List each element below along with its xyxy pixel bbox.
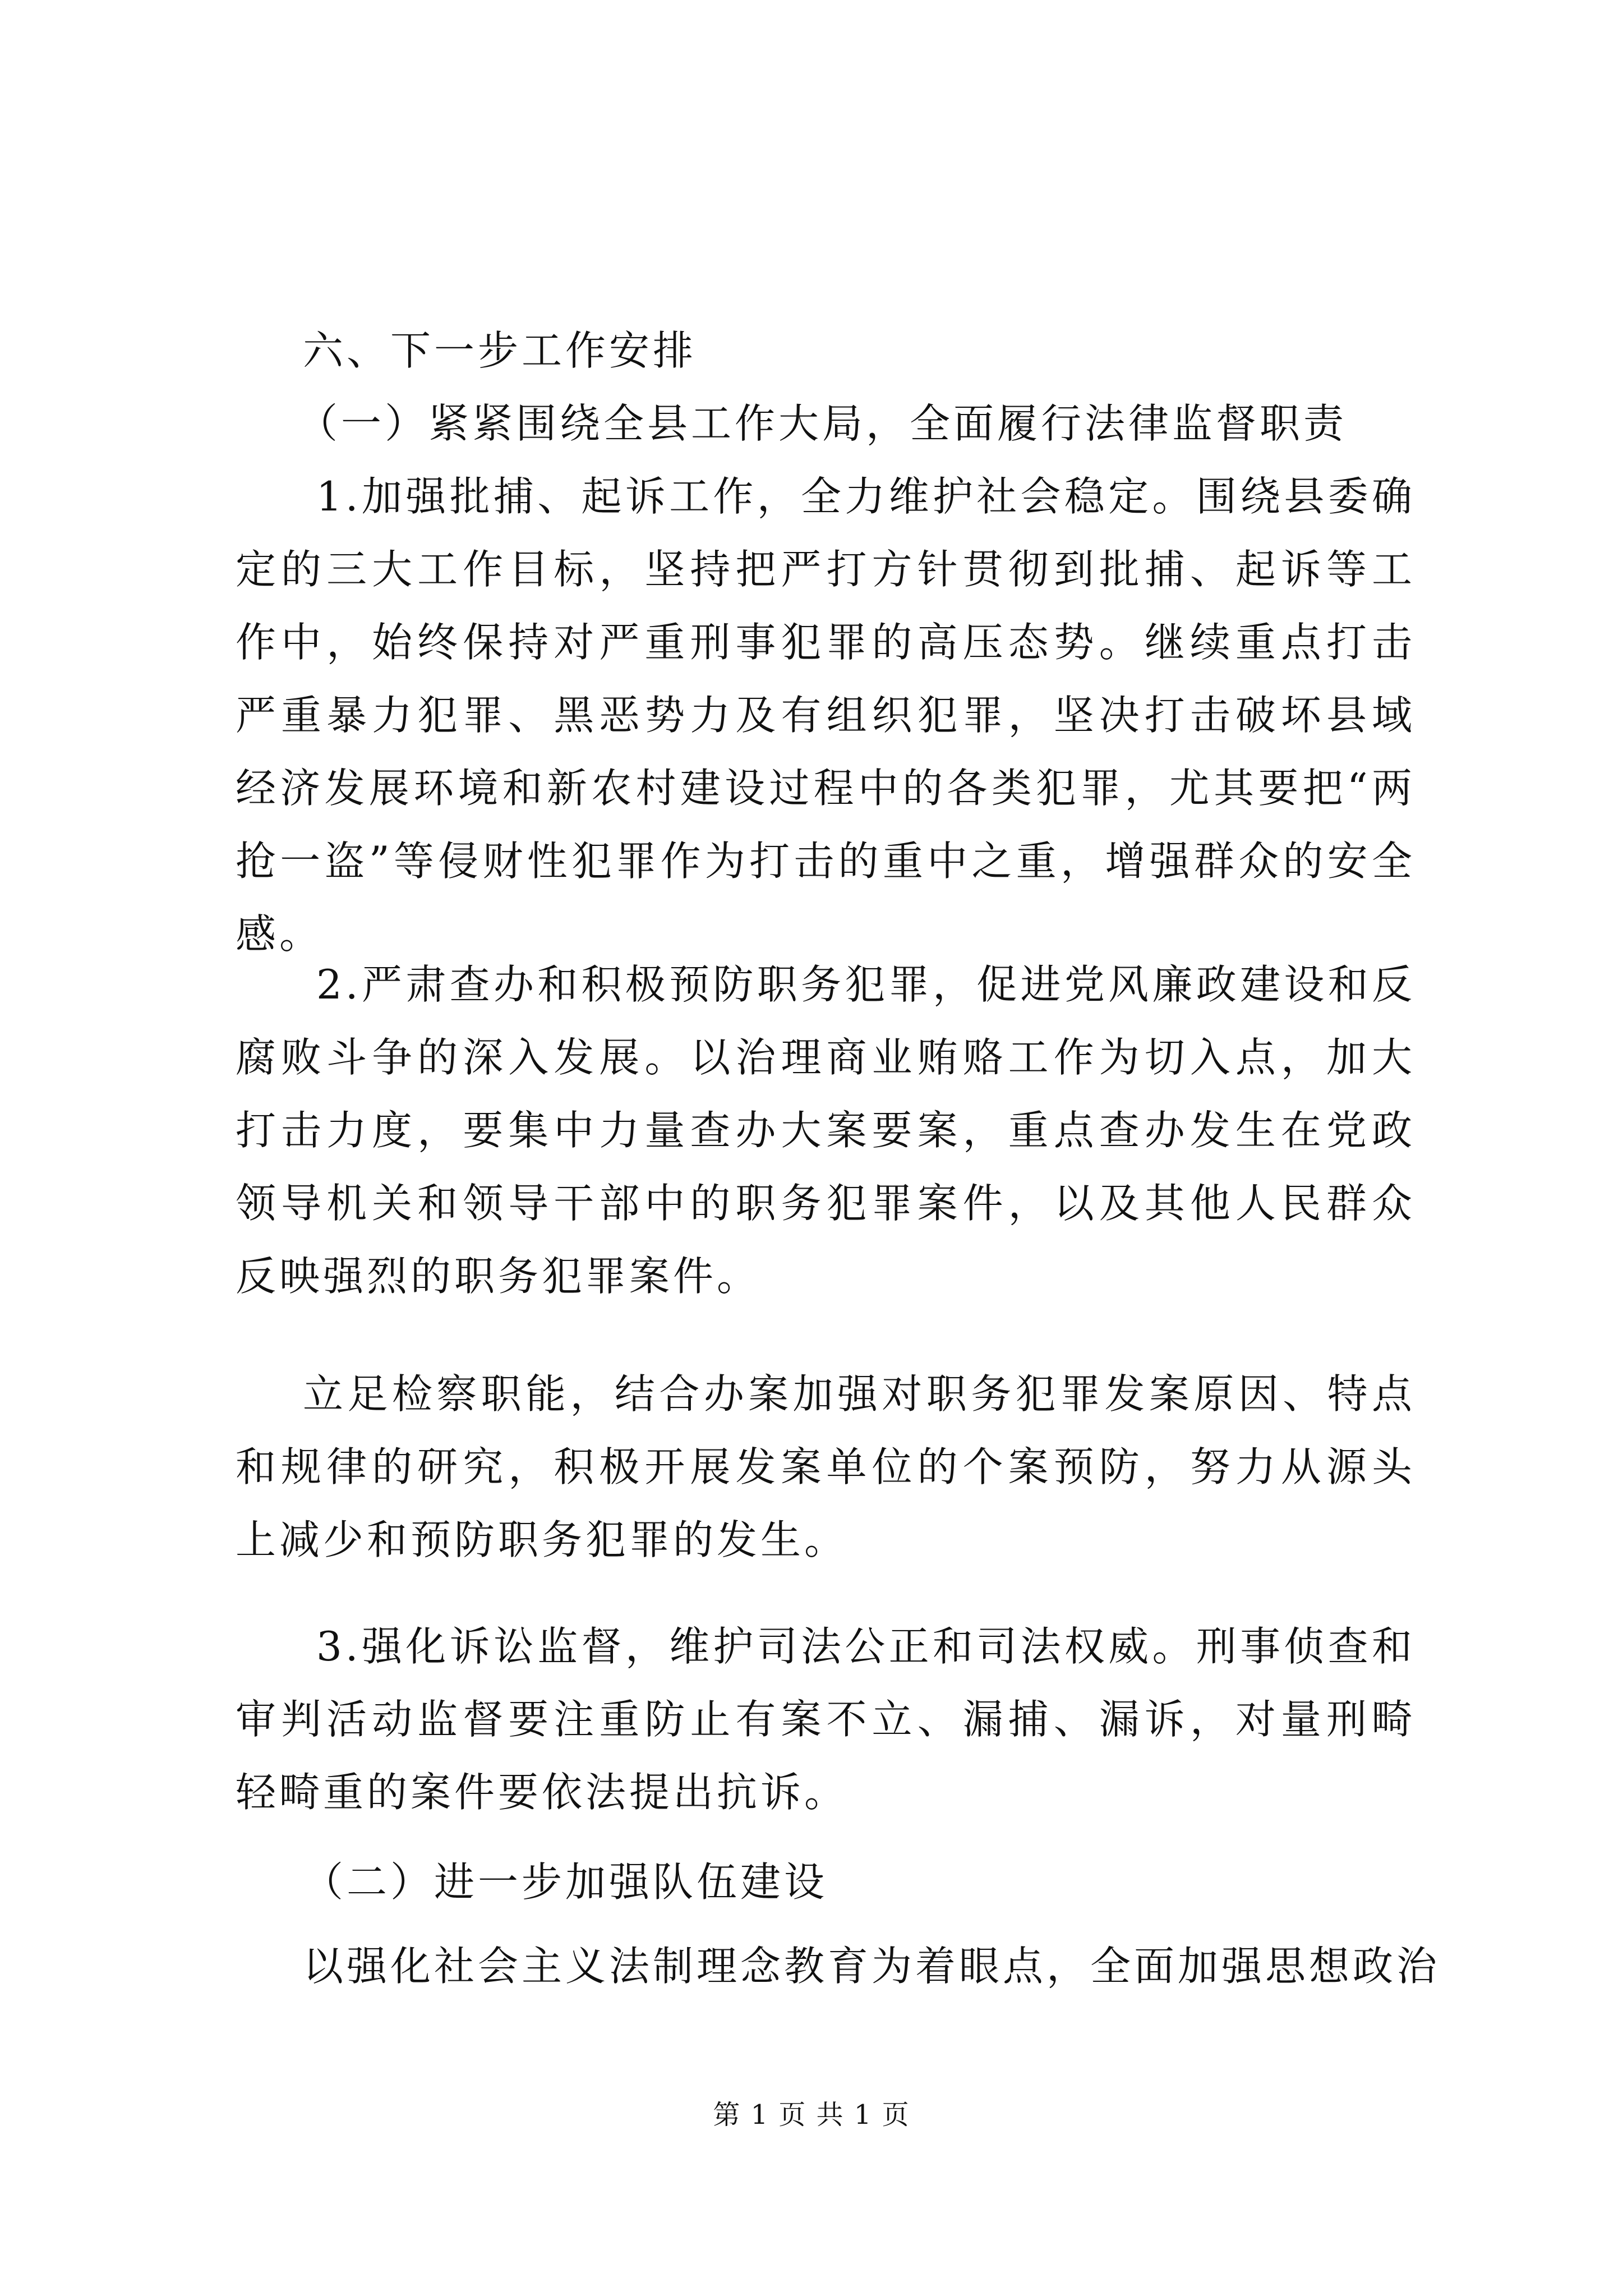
page-number-footer: 第 1 页 共 1 页 (713, 2099, 910, 2131)
subsection-title-2: （二）进一步加强队伍建设 (303, 1858, 828, 1906)
paragraph-5: 以强化社会主义法制理念教育为着眼点，全面加强思想政治 (303, 1943, 1441, 1990)
paragraph-3: 立足检察职能，结合办案加强对职务犯罪发案原因、特点和规律的研究，积极开展发案单位的个案预防，努力从源头上减少和预防职务犯罪的发生。 (236, 1370, 1415, 1563)
subsection-title-1: （一）紧紧围绕全县工作大局，全面履行法律监督职责 (297, 400, 1348, 447)
paragraph-4: 3.强化诉讼监督，维护司法公正和司法权威。刑事侦查和审判活动监督要注重防止有案不立、漏捕、漏诉，对量刑畸轻畸重的案件要依法提出抗诉。 (236, 1623, 1415, 1816)
section-heading: 六、下一步工作安排 (303, 327, 697, 374)
paragraph-1: 1.加强批捕、起诉工作，全力维护社会稳定。围绕县委确定的三大工作目标，坚持把严打方针贯彻到批捕、起诉等工作中，始终保持对严重刑事犯罪的高压态势。继续重点打击严重暴力犯罪、黑恶势力及有组织犯罪，坚决打击破坏县域经济发展环境和新农村建设过程中的各类犯罪，尤其要把“两抢一盗”等侵财性犯罪作为打击的重中之重，增强群众的安全感。 (236, 473, 1415, 958)
paragraph-2: 2.严肃查办和积极预防职务犯罪，促进党风廉政建设和反腐败斗争的深入发展。以治理商业贿赂工作为切入点，加大打击力度，要集中力量查办大案要案，重点查办发生在党政领导机关和领导干部中的职务犯罪案件，以及其他人民群众反映强烈的职务犯罪案件。 (236, 961, 1415, 1300)
